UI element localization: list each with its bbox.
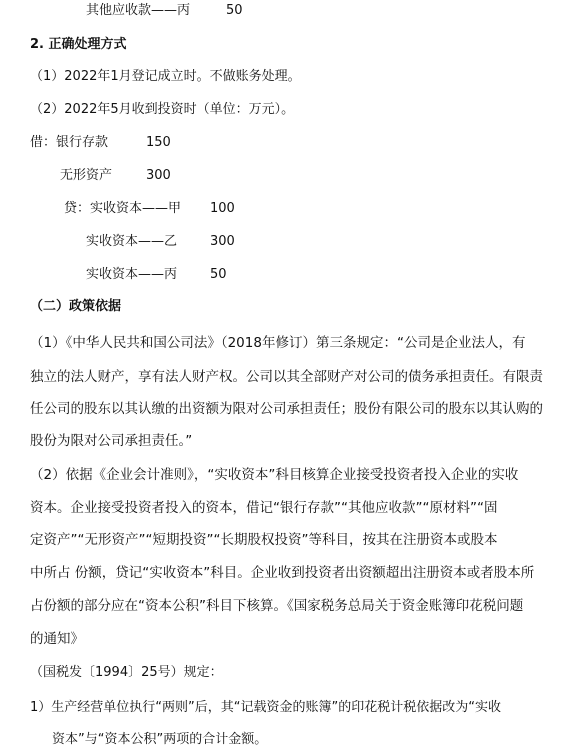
entry-amount: 150 — [146, 135, 171, 150]
paragraph-line: （国税发〔1994〕25号）规定： — [30, 665, 223, 680]
paragraph-line: 股份为限对公司承担责任。” — [30, 433, 193, 449]
entry-amount: 50 — [210, 267, 227, 282]
paragraph-line: （1）《中华人民共和国公司法》（2018年修订）第三条规定：“公司是企业法人，有 — [30, 335, 526, 351]
entry-amount: 300 — [210, 234, 235, 249]
entry-account: 借：银行存款 — [30, 135, 109, 150]
entry-amount: 100 — [210, 201, 235, 216]
entry-account: 实收资本——乙 — [86, 234, 178, 249]
paragraph-line: 的通知》 — [30, 631, 84, 647]
paragraph-line: 定资产”“无形资产”“短期投资”“长期股权投资”等科目，按其在注册资本或股本 — [30, 532, 498, 548]
paragraph-line: 占份额的部分应在“资本公积”科目下核算。《国家税务总局关于资金账簿印花税问题 — [30, 598, 524, 614]
paragraph-line: （2）依据《企业会计准则》，“实收资本”科目核算企业接受投资者投入企业的实收 — [30, 467, 519, 483]
section-heading: 2. 正确处理方式 — [30, 37, 127, 52]
paragraph-line: 1）生产经营单位执行“两则”后，其“记载资金的账簿”的印花税计税依据改为“实收 — [30, 700, 501, 715]
entry-account: 实收资本——丙 — [86, 267, 178, 282]
paragraph-line: 资本。企业接受投资者投入的资本，借记“银行存款”“其他应收款”“原材料”“固 — [30, 500, 498, 516]
entry-account: 贷：实收资本——甲 — [64, 201, 182, 216]
paragraph-line: 资本”与“资本公积”两项的合计金额。 — [52, 732, 268, 747]
entry-amount: 300 — [146, 168, 171, 183]
paragraph-line: 任公司的股东以其认缴的出资额为限对公司承担责任；股份有限公司的股东以其认购的 — [30, 401, 543, 417]
paragraph-line: （1）2022年1月登记成立时。不做账务处理。 — [30, 69, 301, 84]
paragraph-line: 中所占 份额，贷记“实收资本”科目。企业收到投资者出资额超出注册资本或者股本所 — [30, 565, 535, 581]
entry-account: 无形资产 — [60, 168, 113, 183]
paragraph-line: （2）2022年5月收到投资时（单位：万元）。 — [30, 102, 295, 117]
section-heading: （二）政策依据 — [30, 299, 122, 314]
entry-account: 其他应收款——丙 — [86, 3, 191, 18]
entry-amount: 50 — [226, 3, 243, 18]
paragraph-line: 独立的法人财产，享有法人财产权。公司以其全部财产对公司的债务承担责任。有限责 — [30, 369, 543, 385]
